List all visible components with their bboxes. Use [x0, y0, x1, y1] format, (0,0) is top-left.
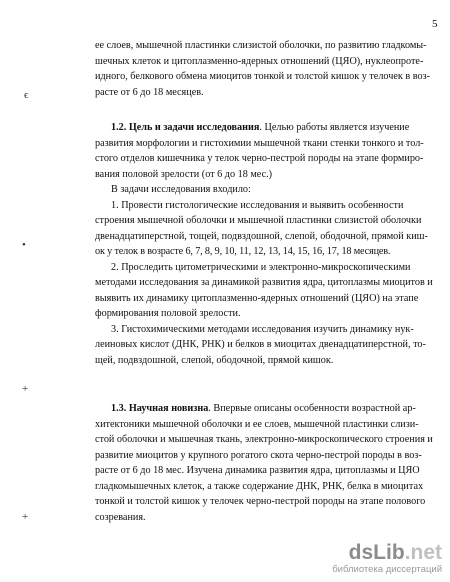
tasks-intro: В задачи исследования входило:	[111, 184, 251, 195]
section-goal	[95, 120, 433, 368]
text-line: расте от 6 до 18 месяцев.	[95, 86, 204, 98]
margin-mark: ϵ	[24, 89, 29, 101]
text-line: леиновых кислот (ДНК, РНК) и белков в миоцитах двенадцатиперстной, то-	[95, 339, 426, 350]
text-line: ее слоев, мышечной пластинки слизистой оболочки, по развитию гладкомы-	[95, 40, 427, 51]
margin-mark: +	[22, 383, 29, 395]
text-line: стого отделов кишечника у телок черно-пестрой породы на этапе формиро-	[95, 153, 424, 164]
text-line: хитектоники мышечной оболочки и ее слоев, мышечной пластинки слизи-	[95, 418, 419, 430]
section-novelty	[95, 401, 433, 525]
text-line: стой оболочки и мышечная ткань, электронно-микроскопического строения и	[95, 434, 433, 445]
page-number: 5	[432, 18, 438, 30]
text-line: формирования половой зрелости.	[95, 308, 241, 319]
watermark-subtitle: библиотека диссертаций	[332, 564, 442, 575]
text-line: выявить их динамику цитоплазменно-ядерных отношений (ЦЯО) на этапе	[95, 292, 419, 304]
text-line: расте от 6 до 18 мес. Изучена динамика развития ядра, цитоплазмы и ЦЯО	[95, 465, 420, 476]
section-novelty-heading: 1.3. Научная новизна	[111, 403, 209, 414]
section-goal-heading: 1.2. Цель и задачи исследования	[111, 122, 260, 133]
section-novelty-first-line	[95, 401, 415, 417]
watermark-logo	[324, 542, 442, 564]
section-goal-first-line	[95, 120, 415, 136]
text-line: 3. Гистохимическими методами исследования изучить динамику нук-	[111, 323, 414, 335]
text-line: вания половой зрелости (от 6 до 18 мес.)	[95, 168, 273, 180]
section-novelty-first-line-text: . Впервые описаны особенности возрастной ар-	[208, 403, 416, 414]
text-line: развитие миоцитов у крупного рогатого скота черно-пестрой породы в воз-	[95, 449, 422, 461]
text-line: созревания.	[95, 511, 146, 523]
margin-mark: +	[22, 511, 29, 523]
text-line: гладкомышечных клеток, а также содержание ДНК, РНК, белка в миоцитах	[95, 480, 424, 492]
margin-mark: •	[22, 239, 26, 251]
text-line: 1. Провести гистологические исследования и выявить особенности	[111, 199, 404, 211]
intro-paragraph	[95, 38, 430, 100]
text-line: тонкой и толстой кишок у телочек черно-пестрой породы на этапе полового	[95, 496, 426, 507]
text-line: идного, белкового обмена миоцитов тонкой и толстой кишок у телочек в воз-	[95, 71, 430, 82]
section-goal-first-line-text: . Целью работы является изучение	[259, 122, 410, 133]
text-line: 2. Проследить цитометрическими и электронно-микроскопическими	[111, 261, 411, 273]
dslib-watermark	[324, 542, 442, 578]
text-line: шечных клеток и цитоплазменно-ядерных отношений (ЦЯО), нуклеопроте-	[95, 55, 424, 67]
text-line: строения мышечной оболочки и мышечной пластинки слизистой оболочки	[95, 215, 422, 226]
text-line: щей, подвздошной, слепой, ободочной, прямой кишок.	[95, 354, 334, 366]
watermark-logo-main: dsLib	[348, 541, 405, 564]
text-line: методами исследования за динамикой развития ядра, цитоплазмы миоцитов и	[95, 277, 433, 288]
text-line: развития морфологии и гистохимии мышечной ткани стенки тонкого и тол-	[95, 137, 424, 149]
text-line: ок у телок в возрасте 6, 7, 8, 9, 10, 11, 12, 13, 14, 15, 16, 17, 18 месяцев.	[95, 246, 391, 257]
text-line: двенадцатиперстной, тощей, подвздошной, слепой, ободочной, прямой киш-	[95, 230, 428, 242]
watermark-logo-tld: .net	[404, 541, 442, 564]
